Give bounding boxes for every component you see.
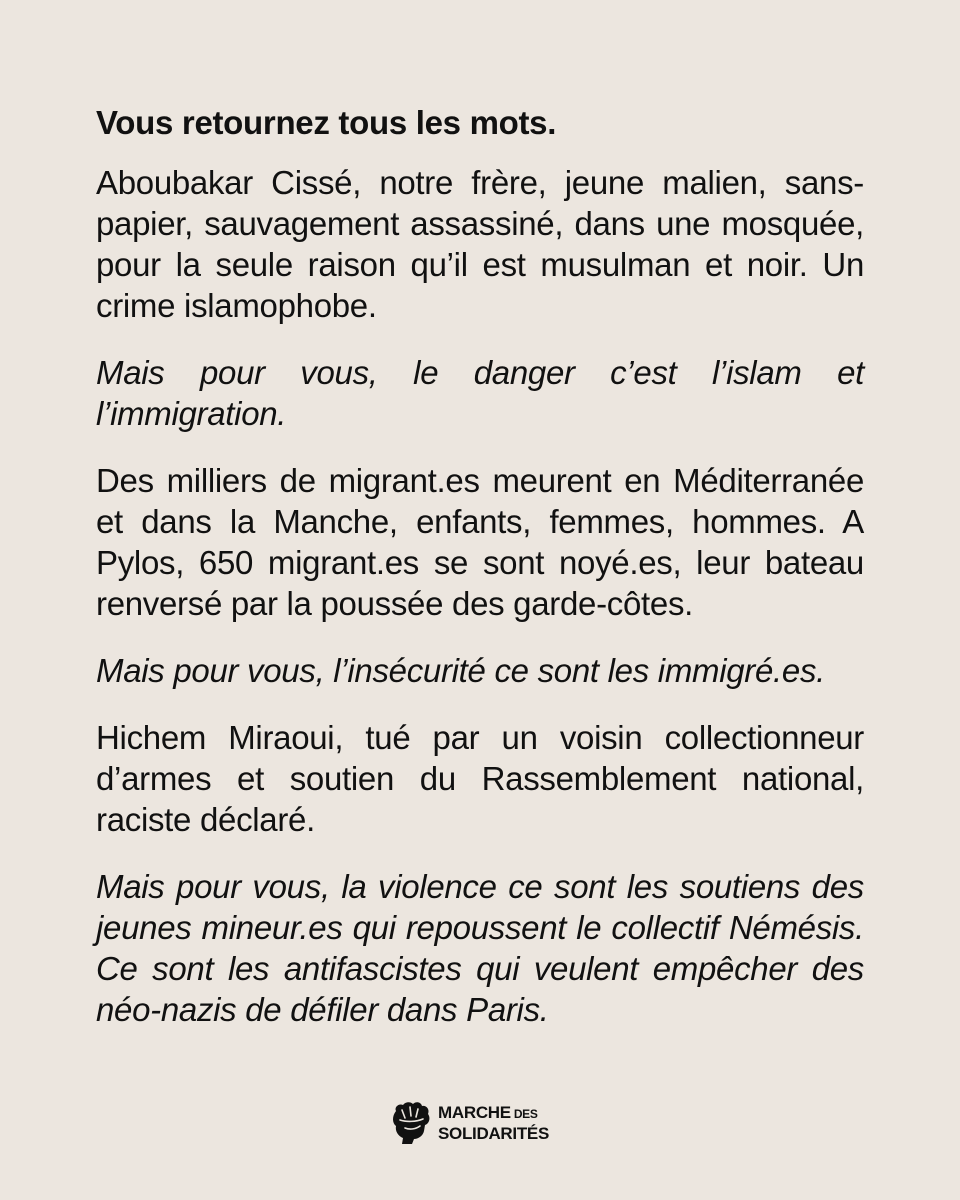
paragraph-migrants: Des milliers de migrant.es meurent en Méditerranée et dans la Manche, enfants, femmes, hommes. A Pylos, 650 migrant.es se sont noyé.es, leur bateau renversé par la poussée des garde-côtes.	[96, 462, 864, 622]
paragraph-violence: Mais pour vous, la violence ce sont les soutiens des jeunes mineur.es qui repoussent le collectif Némésis. Ce sont les antifascistes qui veulent empêcher des néo-nazis de défiler dans Paris.	[96, 868, 864, 1028]
statement-text	[96, 100, 864, 1056]
paragraph-danger-islam: Mais pour vous, le danger c’est l’islam et l’immigration.	[96, 354, 864, 432]
logo-word-des: DES	[513, 1107, 538, 1121]
paragraph-aboubakar-cisse: Aboubakar Cissé, notre frère, jeune malien, sans-papier, sauvagement assassiné, dans une mosquée, pour la seule raison qu’il est musulman et noir. Un crime islamophobe.	[96, 164, 864, 324]
paragraph-insecurite: Mais pour vous, l’insécurité ce sont les immigré.es.	[96, 652, 826, 689]
page-title: Vous retournez tous les mots.	[96, 104, 557, 141]
raised-fist-icon	[390, 1101, 432, 1145]
paragraph-hichem-miraoui: Hichem Miraoui, tué par un voisin collectionneur d’armes et soutien du Rassemblement national, raciste déclaré.	[96, 719, 864, 838]
logo-word-marche: MARCHE	[438, 1103, 511, 1122]
logo-word-solidarites: SOLIDARITÉS	[438, 1124, 549, 1143]
marche-des-solidarites-logo	[390, 1099, 549, 1147]
